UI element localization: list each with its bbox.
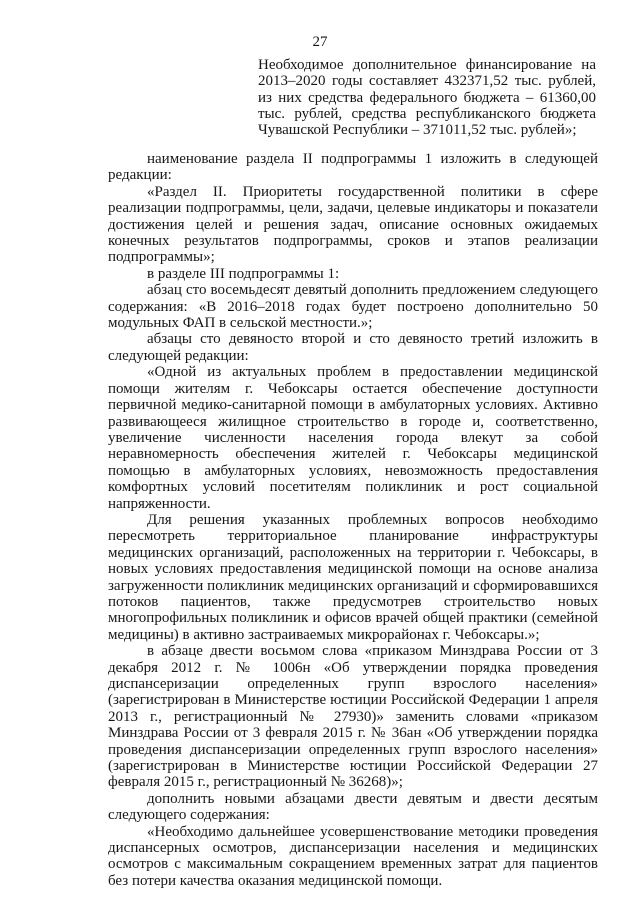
paragraph-order-replacement: в абзаце двести восьмом слова «приказом Минздрава России от 3 декабря 2012 г. № 1006н «Об утверждении порядка проведения диспансеризации определенных групп взрослого населения» (зарегистрирован в Министерстве юстиции Российской Федерации 1 апреля 2013 г., регистрационный № 27930)» заменить словами «приказом Минздрава России от 3 февраля 2015 г. № 36ан «Об утверждении порядка проведения диспансеризации определенных групп взрослого населения» (зарегистрирован в Министерстве юстиции Российской Федерации 27 февраля 2015 г., регистрационный № 36268)»;	[108, 643, 598, 791]
page-number: 27	[312, 34, 328, 50]
document-body	[108, 151, 598, 889]
paragraph-fap-addition: абзац сто восемьдесят девятый дополнить предложением следующего содержания: «В 2016–2018 годах будет построено дополнительно 50 модульных ФАП в сельской местности.»;	[108, 282, 598, 332]
paragraph-edit-192-193: абзацы сто девяносто второй и сто девяносто третий изложить в следующей редакции:	[108, 331, 598, 364]
paragraph-new-paragraphs: дополнить новыми абзацами двести девятым и двести десятым следующего содержания:	[108, 790, 598, 824]
paragraph-solution: Для решения указанных проблемных вопросов необходимо пересмотреть территориальное планирование инфраструктуры медицинских организаций, расположенных на территории г. Чебоксары, в новых условиях предоставления медицинской помощи на основе анализа загруженности поликлиник медицинских организаций и сформировавшихся потоков пациентов, также предусмотрев строительство новых многопрофильных поликлиник и офисов врачей общей практики (семейной медицины) в активно застраиваемых микрорайонах г. Чебоксары.»;	[108, 511, 598, 643]
paragraph-section-title-change: наименование раздела II подпрограммы 1 изложить в следующей редакции:	[108, 151, 598, 184]
paragraph-cheboksary-problem: «Одной из актуальных проблем в предоставлении медицинской помощи жителям г. Чебоксары остается обеспечение доступности первичной медико-санитарной помощи в амбулаторных условиях. Активно развивающееся жилищное строительство в городе и, соответственно, увеличение численности населения города влекут за собой неравномерность обеспечения жителей г. Чебоксары медицинской помощью в амбулаторных условиях, невозможность предоставления комфортных условий посетителям поликлиник и рост социальной напряженности.	[108, 364, 598, 512]
paragraph-methodology: «Необходимо дальнейшее усовершенствование методики проведения диспансерных осмотров, диспансеризации населения и медицинских осмотров с максимальным сокращением временных затрат для пациентов без потери качества оказания медицинской помощи.	[108, 823, 598, 889]
financing-quote: Необходимое дополнительное финансирование на 2013–2020 годы составляет 432371,52 тыс. рублей, из них средства федерального бюджета – 61360,00 тыс. рублей, средства республиканского бюджета Чувашской Республики – 371011,52 тыс. рублей»;	[258, 57, 596, 139]
paragraph-section-ii-title: «Раздел II. Приоритеты государственной политики в сфере реализации подпрограммы, цели, задачи, целевые индикаторы и показатели достижения целей и решения задач, описание основных ожидаемых конечных результатов подпрограммы, сроков и этапов реализации подпрограммы»;	[108, 183, 598, 266]
paragraph-section-iii-intro: в разделе III подпрограммы 1:	[147, 265, 340, 282]
